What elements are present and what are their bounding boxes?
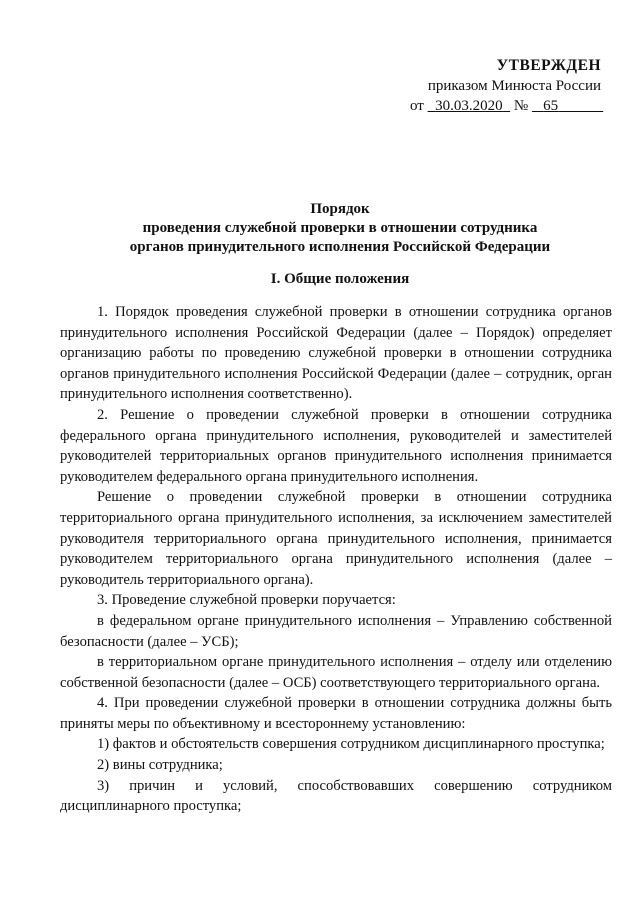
paragraph: 3) причин и условий, способствовавших совершению сотрудником дисциплинарного проступка; bbox=[60, 777, 612, 815]
paragraph: 1. Порядок проведения служебной проверки в отношении сотрудника органов принудительного исполнения Российской Федерации (далее – Порядок) определяет организацию работы по проведению служебной проверки в отношении сотрудника органов принудительного исполнения Российской Федерации (далее – сотрудник, орган принудительного исполнения соответственно). bbox=[60, 304, 612, 403]
paragraph: Решение о проведении служебной проверки в отношении сотрудника территориального органа принудительного исполнения, за исключением заместителей руководителя территориального органа принудительного исполнения, принимается руководителем территориального органа принудительного исполнения (далее – руководитель территориального органа). bbox=[60, 489, 612, 588]
paragraph: 4. При проведении служебной проверки в отношении сотрудника должны быть приняты меры по объективному и всестороннему установлению: bbox=[60, 695, 612, 732]
paragraph: 2. Решение о проведении служебной проверки в отношении сотрудника федерального органа принудительного исполнения, руководителей и заместителей руководителей территориальных органов принудительного исполнения принимается руководителем федерального органа принудительного исполнения. bbox=[60, 406, 612, 485]
number-sign: № bbox=[513, 98, 529, 114]
paragraph: в федеральном органе принудительного исполнения – Управлению собственной безопасности (далее – УСБ); bbox=[60, 612, 612, 650]
paragraph: 3. Проведение служебной проверки поручается: bbox=[97, 592, 396, 609]
approval-title: УТВЕРЖДЕН bbox=[496, 57, 601, 74]
heading-line-3: органов принудительного исполнения Российской Федерации bbox=[129, 239, 551, 255]
paragraph: в территориальном органе принудительного исполнения – отделу или отделению собственной безопасности (далее – ОСБ) соответствующего территориального органа. bbox=[60, 654, 612, 691]
heading-line-1: Порядок bbox=[310, 201, 370, 217]
heading-line-2: проведения служебной проверки в отношении сотрудника bbox=[142, 220, 538, 236]
approval-date-line bbox=[402, 96, 617, 116]
document-heading bbox=[60, 200, 620, 257]
paragraph: 1) фактов и обстоятельств совершения сотрудником дисциплинарного проступка; bbox=[97, 736, 605, 753]
paragraph: 2) вины сотрудника; bbox=[97, 757, 223, 774]
section-title: I. Общие положения bbox=[270, 271, 410, 287]
document-body bbox=[60, 302, 612, 817]
approval-number-value: 65 bbox=[543, 98, 559, 114]
approval-number bbox=[532, 98, 603, 114]
approval-by: приказом Минюста России bbox=[427, 78, 601, 94]
approval-date bbox=[428, 98, 511, 114]
approval-stamp bbox=[402, 56, 617, 116]
date-prefix: от bbox=[410, 98, 424, 114]
approval-date-value: 30.03.2020 bbox=[435, 98, 503, 114]
